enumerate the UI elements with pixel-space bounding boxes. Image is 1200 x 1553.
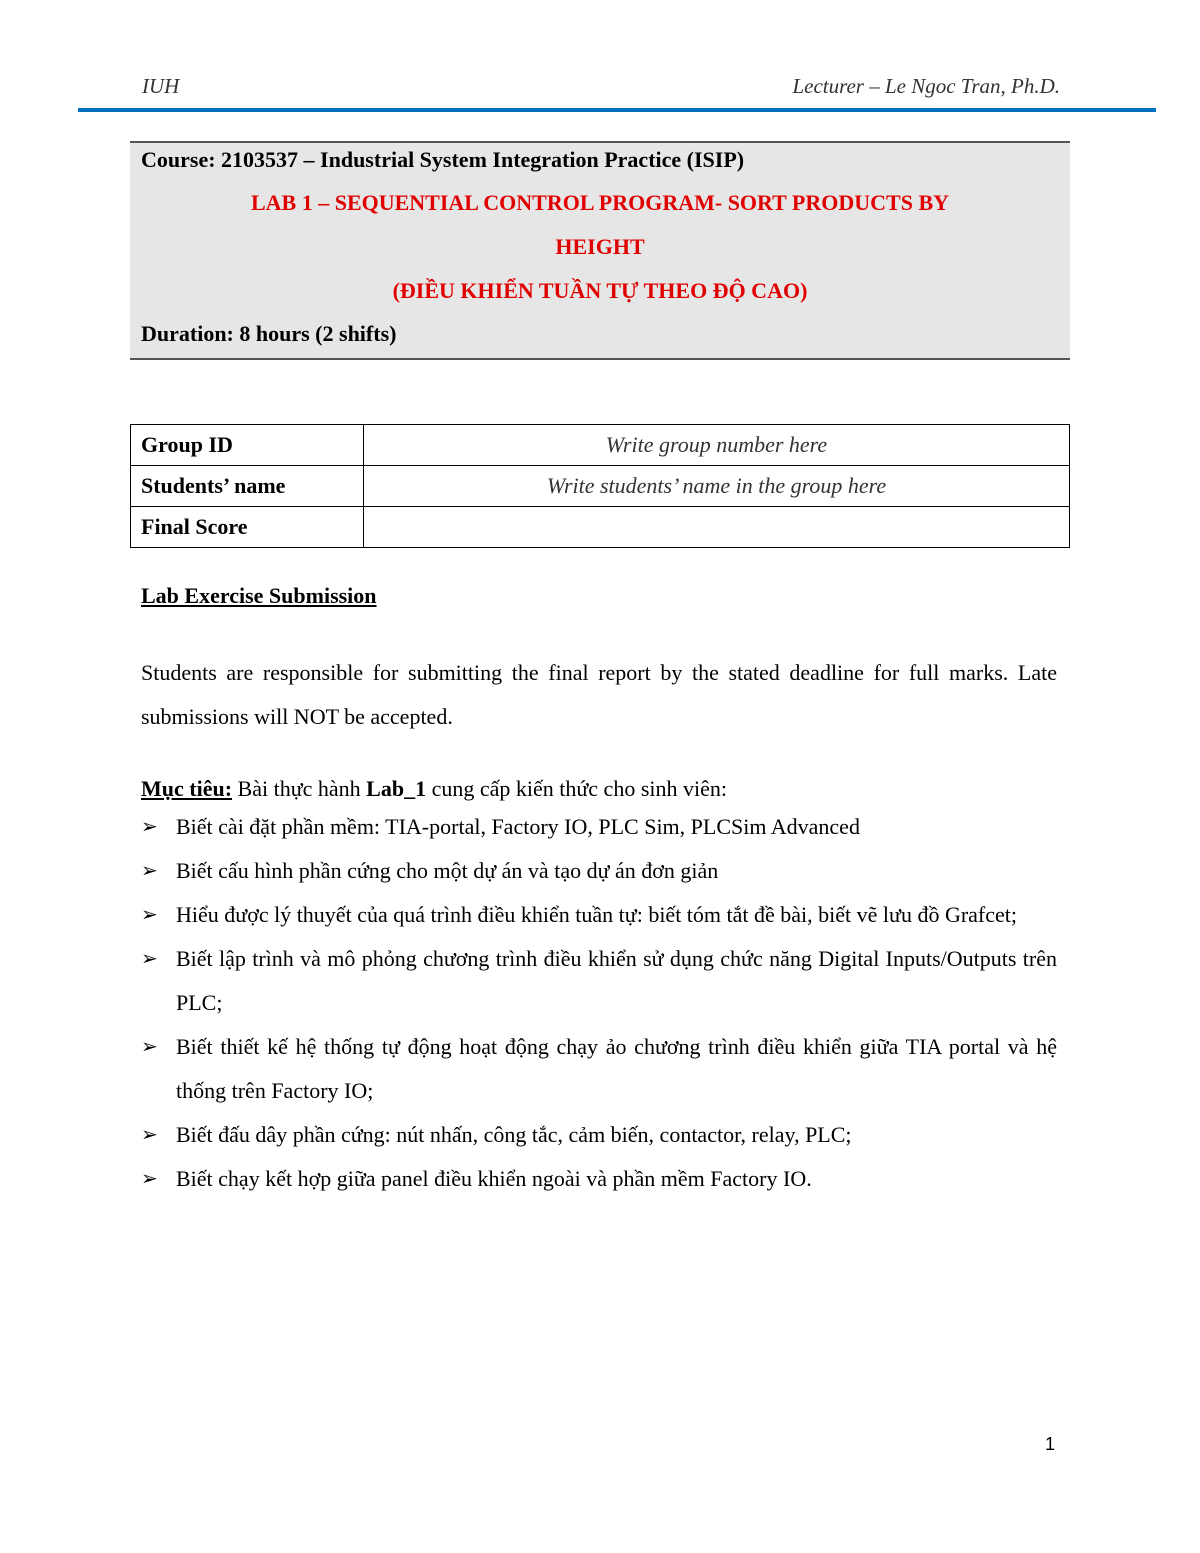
arrow-bullet-icon: ➢ xyxy=(141,948,158,970)
lab-title-line-2: HEIGHT xyxy=(555,234,645,259)
students-name-field[interactable]: Write students’ name in the group here xyxy=(364,466,1070,507)
table-row xyxy=(131,425,1070,466)
list-item xyxy=(141,805,1057,849)
list-item xyxy=(141,1113,1057,1157)
list-item xyxy=(141,937,1057,1025)
arrow-bullet-icon: ➢ xyxy=(141,816,158,838)
header-lecturer: Lecturer – Le Ngoc Tran, Ph.D. xyxy=(792,74,1060,98)
list-item xyxy=(141,849,1057,893)
group-id-field[interactable]: Write group number here xyxy=(364,425,1070,466)
page-header xyxy=(78,70,1156,112)
duration-line: Duration: 8 hours (2 shifts) xyxy=(141,321,397,346)
objectives-label: Mục tiêu: xyxy=(141,776,233,801)
list-item xyxy=(141,893,1057,937)
arrow-bullet-icon: ➢ xyxy=(141,860,158,882)
students-name-label: Students’ name xyxy=(131,466,364,507)
table-row xyxy=(131,466,1070,507)
list-item xyxy=(141,1025,1057,1113)
objectives-intro-lab: Lab_1 xyxy=(366,776,427,801)
arrow-bullet-icon: ➢ xyxy=(141,1168,158,1190)
list-item-text: Biết lập trình và mô phỏng chương trình điều khiển sử dụng chức năng Digital Inputs/Outputs trên PLC; xyxy=(176,946,1057,1015)
lab-title-vietnamese: (ĐIỀU KHIỂN TUẦN TỰ THEO ĐỘ CAO) xyxy=(392,278,808,303)
group-info-table xyxy=(130,424,1070,548)
list-item xyxy=(141,1157,1057,1201)
final-score-label: Final Score xyxy=(131,507,364,548)
final-score-field[interactable] xyxy=(364,507,1070,548)
list-item-text: Biết cài đặt phần mềm: TIA-portal, Factory IO, PLC Sim, PLCSim Advanced xyxy=(176,814,860,839)
group-id-label: Group ID xyxy=(131,425,364,466)
arrow-bullet-icon: ➢ xyxy=(141,904,158,926)
list-item-text: Hiểu được lý thuyết của quá trình điều khiển tuần tự: biết tóm tắt đề bài, biết vẽ lưu đồ Grafcet; xyxy=(176,902,1018,927)
submission-title: Lab Exercise Submission xyxy=(141,583,377,608)
list-item-text: Biết thiết kế hệ thống tự động hoạt động chạy ảo chương trình điều khiển giữa TIA portal và hệ thống trên Factory IO; xyxy=(176,1034,1057,1103)
arrow-bullet-icon: ➢ xyxy=(141,1036,158,1058)
submission-text: Students are responsible for submitting the final report by the stated deadline for full marks. Late submissions will NOT be accepted. xyxy=(141,660,1057,729)
course-line: Course: 2103537 – Industrial System Integration Practice (ISIP) xyxy=(141,147,745,172)
objectives-list xyxy=(141,805,1057,1201)
table-row xyxy=(131,507,1070,548)
header-institution: IUH xyxy=(142,74,180,98)
objectives-intro-after: cung cấp kiến thức cho sinh viên: xyxy=(426,776,727,801)
list-item-text: Biết cấu hình phần cứng cho một dự án và tạo dự án đơn giản xyxy=(176,858,719,883)
lab-title-line-1: LAB 1 – SEQUENTIAL CONTROL PROGRAM- SORT PRODUCTS BY xyxy=(250,190,950,215)
title-box xyxy=(130,141,1070,360)
list-item-text: Biết đấu dây phần cứng: nút nhấn, công tắc, cảm biến, contactor, relay, PLC; xyxy=(176,1122,852,1147)
list-item-text: Biết chạy kết hợp giữa panel điều khiển ngoài và phần mềm Factory IO. xyxy=(176,1166,812,1191)
arrow-bullet-icon: ➢ xyxy=(141,1124,158,1146)
page-number: 1 xyxy=(1045,1434,1056,1454)
objectives-intro-before: Bài thực hành xyxy=(232,776,367,801)
